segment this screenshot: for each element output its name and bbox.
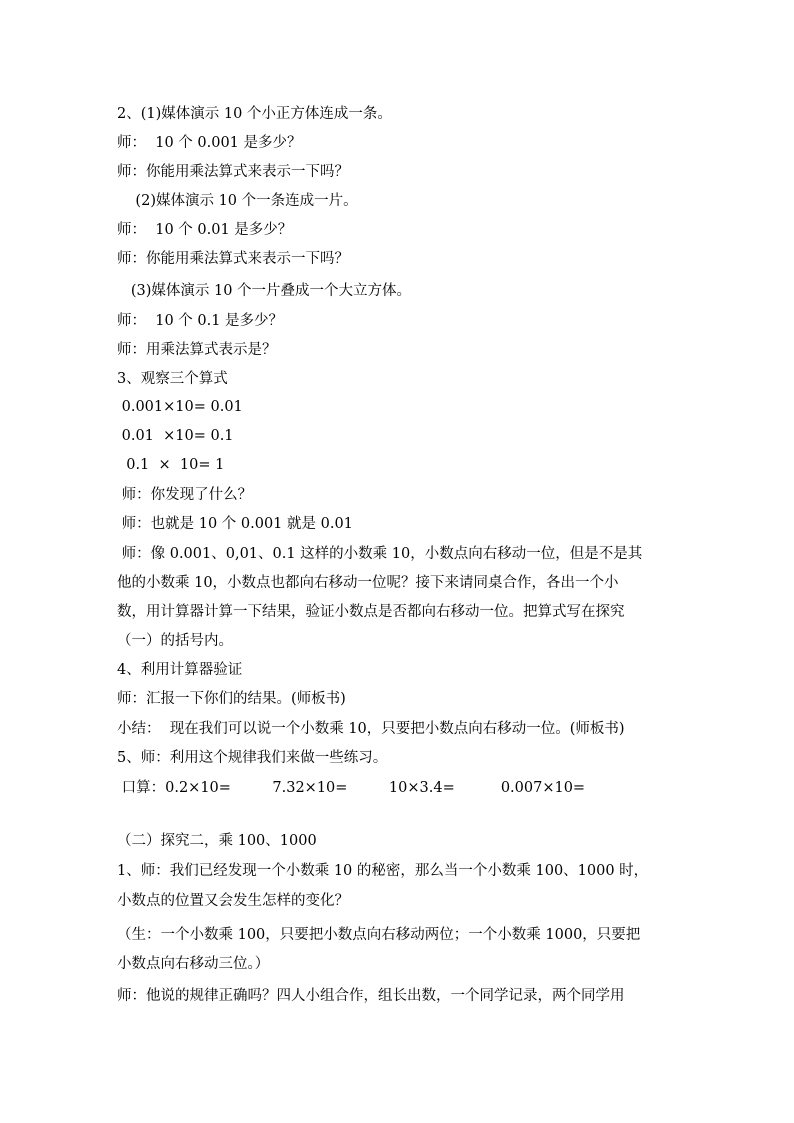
text-line: 师：你能用乘法算式来表示一下吗？	[117, 251, 349, 267]
text-line: 师：也就是 10 个 0.001 就是 0.01	[117, 516, 353, 532]
text-line: 5、师：利用这个规律我们来做一些练习。	[117, 750, 388, 766]
text-line: 小结： 现在我们可以说一个小数乘 10，只要把小数点向右移动一位。(师板书)	[117, 721, 625, 737]
text-line: 数，用计算器计算一下结果，验证小数点是否都向右移动一位。把算式写在探究	[117, 604, 625, 620]
text-line: 他的小数乘 10，小数点也都向右移动一位呢？接下来请同桌合作，各出一个小	[117, 575, 619, 591]
text-line: 1、师：我们已经发现一个小数乘 10 的秘密，那么当一个小数乘 100、1000 时，	[117, 863, 649, 879]
text-line: (3)媒体演示 10 个一片叠成一个大立方体。	[117, 283, 412, 299]
text-line: 0.001×10= 0.01	[117, 399, 243, 415]
text-line: （生：一个小数乘 100，只要把小数点向右移动两位；一个小数乘 1000，只要把	[117, 927, 641, 943]
text-line: （一）的括号内。	[117, 633, 233, 649]
text-line: 师：汇报一下你们的结果。(师板书)	[117, 691, 346, 707]
text-line: 4、利用计算器验证	[117, 662, 243, 678]
text-line: 师：他说的规律正确吗？四人小组合作，组长出数，一个同学记录，两个同学用	[117, 988, 625, 1004]
text-line: (2)媒体演示 10 个一条连成一片。	[117, 193, 358, 209]
text-line: 师： 10 个 0.001 是多少？	[117, 135, 302, 151]
text-line: 师：你能用乘法算式来表示一下吗？	[117, 164, 349, 180]
text-line: 3、观察三个算式	[117, 371, 228, 387]
text-line: 0.1 × 10= 1	[117, 457, 225, 473]
text-line: 2、(1)媒体演示 10 个小正方体连成一条。	[117, 106, 392, 122]
text-line: 小数点向右移动三位。）	[117, 956, 270, 972]
text-line: 师： 10 个 0.01 是多少？	[117, 222, 293, 238]
text-line: 师：用乘法算式表示是？	[117, 342, 277, 358]
text-line: （二）探究二，乘 100、1000	[117, 833, 317, 849]
text-line: 师：像 0.001、0,01、0.1 这样的小数乘 10，小数点向右移动一位，但是不是其	[117, 546, 643, 562]
text-line: 师： 10 个 0.1 是多少？	[117, 313, 284, 329]
text-line: 口算：0.2×10= 7.32×10= 10×3.4= 0.007×10=	[117, 780, 586, 796]
text-line: 小数点的位置又会发生怎样的变化？	[117, 893, 349, 909]
text-line: 0.01 ×10= 0.1	[117, 428, 234, 444]
text-line: 师：你发现了什么？	[117, 487, 253, 503]
